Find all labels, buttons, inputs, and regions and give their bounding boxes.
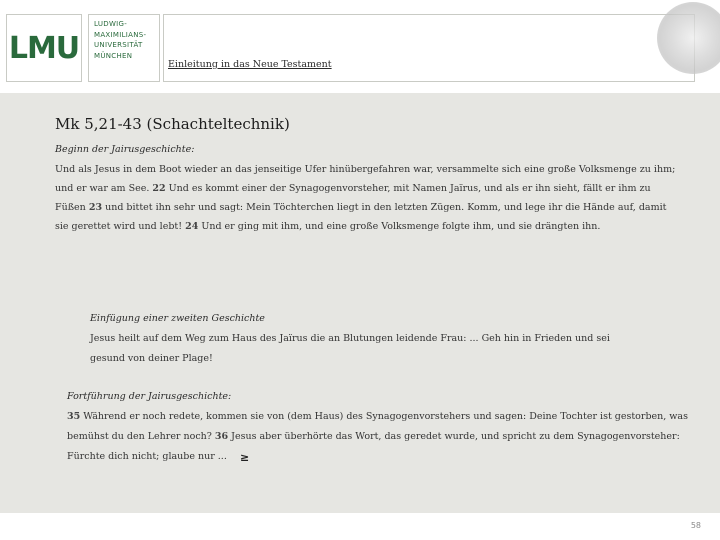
text-segment: und er war am See. — [55, 183, 153, 194]
running-title-box — [163, 14, 695, 82]
text-segment: sie gerettet wird und lebt! — [55, 221, 186, 232]
slide-header — [0, 0, 720, 93]
next-slide-arrow-icon[interactable]: ≥ — [240, 451, 250, 464]
verse-number: 35 — [67, 411, 81, 422]
university-name-line: MÜNCHEN — [94, 51, 133, 60]
slide-title: Mk 5,21-43 (Schachteltechnik) — [55, 115, 290, 133]
section-heading-inserted-story: Einfügung einer zweiten Geschichte — [90, 313, 265, 324]
slide-footer — [0, 513, 720, 540]
section-heading-jairus-beginning: Beginn der Jairusgeschichte: — [55, 144, 195, 155]
text-segment: Und es kommt einer der Synagogenvorsteher, mit Namen Jaïrus, und als er ihn sieht, fällt er ihm zu — [165, 183, 651, 194]
text-line — [67, 411, 688, 422]
university-name-block — [88, 14, 160, 82]
page-number: 58 — [690, 521, 701, 530]
text-segment: und bittet ihn sehr und sagt: Mein Töchterchen liegt in den letzten Zügen. Komm, und lege ihr die Hände auf, damit — [102, 202, 667, 213]
university-seal-icon — [657, 2, 720, 74]
slide-content — [0, 93, 720, 513]
section-heading-jairus-continuation: Fortführung der Jairusgeschichte: — [67, 391, 232, 402]
verse-number: 24 — [185, 221, 199, 232]
text-segment: Fürchte dich nicht; glaube nur ... — [67, 451, 227, 462]
text-line — [55, 164, 675, 175]
text-segment: bemühst du den Lehrer noch? — [67, 431, 215, 442]
lmu-logo-mark: LMU — [8, 30, 80, 66]
text-line — [55, 221, 600, 232]
text-line — [67, 451, 227, 462]
text-segment: Und als Jesus in dem Boot wieder an das jenseitige Ufer hinübergefahren war, versammelte sich eine große Volksmenge zu ihm; — [55, 164, 676, 175]
running-title: Einleitung in das Neue Testament — [168, 59, 332, 70]
lmu-logo — [6, 14, 82, 82]
text-line: gesund von deiner Plage! — [90, 353, 213, 364]
university-name-line: MAXIMILIANS- — [94, 30, 147, 39]
text-segment: Füßen — [55, 202, 89, 213]
text-line — [67, 431, 680, 442]
text-segment: Und er ging mit ihm, und eine große Volksmenge folgte ihm, und sie drängten ihn. — [198, 221, 601, 232]
verse-number: 23 — [88, 202, 103, 213]
verse-number: 36 — [214, 431, 229, 442]
text-line — [55, 183, 651, 194]
verse-number: 22 — [152, 183, 166, 194]
text-segment: Während er noch redete, kommen sie von (dem Haus) des Synagogenvorstehers und sagen: Deine Tochter ist gestorben, was — [80, 411, 688, 422]
text-line — [55, 202, 666, 213]
university-name-line: LUDWIG- — [94, 20, 128, 28]
text-line: Jesus heilt auf dem Weg zum Haus des Jaïrus die an Blutungen leidende Frau: ... Geh hin in Frieden und sei — [90, 333, 610, 344]
university-name-line: UNIVERSITÄT — [94, 41, 143, 49]
text-segment: Jesus aber überhörte das Wort, das geredet wurde, und spricht zu dem Synagogenvorsteher: — [228, 431, 680, 442]
